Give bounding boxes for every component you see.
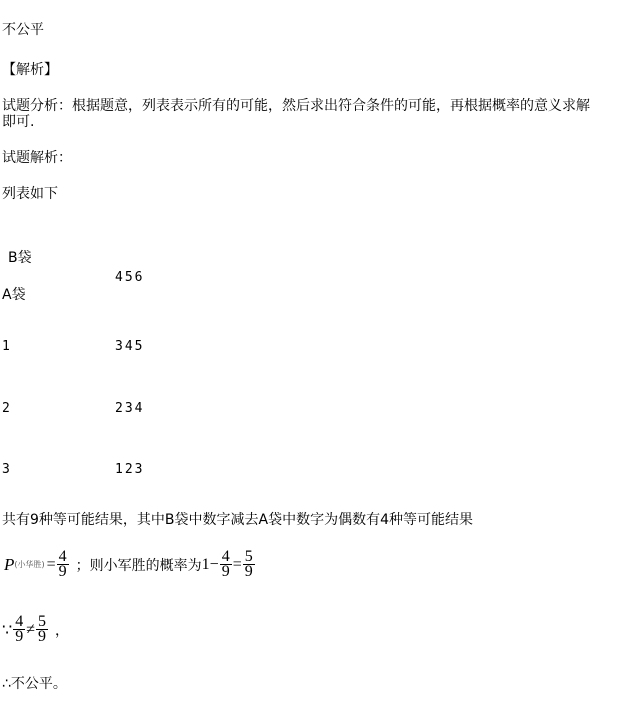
probability-subscript: (小华胜)	[14, 560, 45, 569]
table-row-values: 123	[115, 462, 145, 477]
table-a-header: A袋	[2, 287, 26, 303]
one-minus: 1−	[201, 555, 219, 573]
analysis-line-1: 试题分析：根据题意，列表表示所有的可能，然后求出符合条件的可能，再根据概率的意义求解	[2, 98, 590, 114]
table-b-header: B袋	[8, 250, 32, 266]
answer-text: 不公平	[2, 22, 44, 38]
table-row-values: 345	[115, 339, 145, 354]
comma: ，	[54, 622, 69, 639]
table-row-a-label: 2	[2, 401, 12, 416]
solution-label: 试题解析：	[2, 150, 72, 166]
comparison-equation	[2, 615, 69, 644]
equals-sign: =	[46, 555, 56, 573]
equals-sign: =	[232, 555, 242, 573]
summary-text: 共有9种等可能结果，其中B袋中数字减去A袋中数字为偶数有4种等可能结果	[2, 512, 473, 528]
table-b-values: 456	[115, 270, 145, 285]
table-row-a-label: 1	[2, 339, 12, 354]
section-title: 【解析】	[2, 62, 58, 78]
table-row-values: 234	[115, 401, 145, 416]
fraction: $\frac{4}{9}$	[15, 613, 24, 645]
conclusion-text: ∴不公平。	[2, 676, 67, 692]
probability-symbol: P	[4, 554, 15, 574]
fraction: $\frac{5}{9}$	[37, 613, 46, 645]
table-row-a-label: 3	[2, 462, 12, 477]
not-equal-sign: ≠	[26, 620, 35, 638]
analysis-line-2: 即可.	[2, 114, 35, 130]
fraction: $\frac{5}{9}$	[244, 548, 253, 580]
table-intro: 列表如下	[2, 186, 58, 202]
probability-text: ；则小军胜的概率为	[75, 557, 202, 574]
fraction: $\frac{4}{9}$	[221, 548, 230, 580]
probability-equation	[4, 550, 256, 579]
fraction: $\frac{4}{9}$	[58, 548, 67, 580]
because-symbol: ∵	[2, 621, 13, 639]
